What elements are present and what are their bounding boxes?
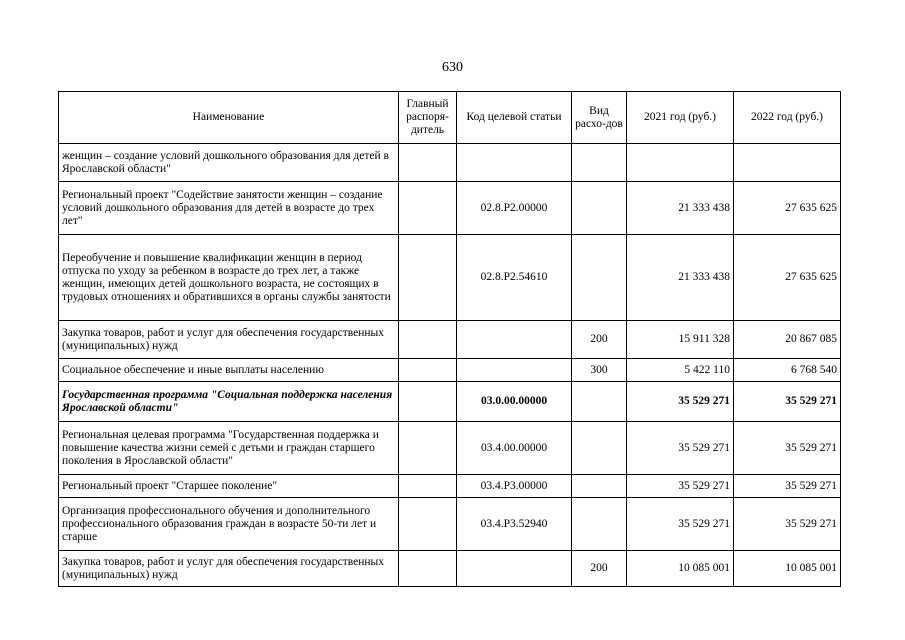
- cell-code: 03.4.P3.52940: [457, 498, 572, 551]
- cell-type: 300: [572, 359, 627, 382]
- table-row: [59, 144, 841, 182]
- cell-type: [572, 382, 627, 422]
- cell-admin: [399, 382, 457, 422]
- cell-2021: 35 529 271: [627, 382, 734, 422]
- table-row: [59, 235, 841, 321]
- cell-type: [572, 422, 627, 475]
- cell-2022: 35 529 271: [734, 498, 841, 551]
- cell-admin: [399, 359, 457, 382]
- budget-table: [58, 91, 841, 587]
- cell-code: [457, 551, 572, 587]
- table-row: [59, 498, 841, 551]
- cell-name: женщин – создание условий дошкольного образования для детей в Ярославской области": [59, 144, 399, 182]
- cell-admin: [399, 498, 457, 551]
- cell-code: 02.8.P2.00000: [457, 182, 572, 235]
- cell-2022: 27 635 625: [734, 235, 841, 321]
- cell-2021: 10 085 001: [627, 551, 734, 587]
- header-2021: 2021 год (руб.): [627, 92, 734, 144]
- cell-2022: 27 635 625: [734, 182, 841, 235]
- header-code: Код целевой статьи: [457, 92, 572, 144]
- cell-name: Социальное обеспечение и иные выплаты населению: [59, 359, 399, 382]
- cell-code: 02.8.P2.54610: [457, 235, 572, 321]
- cell-name: Организация профессионального обучения и дополнительного профессионального образования граждан в возрасте 50-ти лет и старше: [59, 498, 399, 551]
- cell-2022: 35 529 271: [734, 422, 841, 475]
- header-type: Вид расхо-дов: [572, 92, 627, 144]
- cell-2021: 35 529 271: [627, 475, 734, 498]
- cell-2021: 5 422 110: [627, 359, 734, 382]
- cell-code: 03.0.00.00000: [457, 382, 572, 422]
- cell-2021: 35 529 271: [627, 422, 734, 475]
- header-admin: Главный распоря-дитель: [399, 92, 457, 144]
- cell-type: 200: [572, 321, 627, 359]
- cell-name: Закупка товаров, работ и услуг для обеспечения государственных (муниципальных) нужд: [59, 551, 399, 587]
- cell-name: Региональный проект "Старшее поколение": [59, 475, 399, 498]
- cell-type: [572, 182, 627, 235]
- table-row: [59, 382, 841, 422]
- table-row: [59, 182, 841, 235]
- cell-type: [572, 475, 627, 498]
- cell-code: [457, 144, 572, 182]
- cell-2022: 35 529 271: [734, 382, 841, 422]
- cell-name: Региональная целевая программа "Государственная поддержка и повышение качества жизни семей с детьми и граждан старшего поколения в Ярославской области": [59, 422, 399, 475]
- cell-name: Государственная программа "Социальная поддержка населения Ярославской области": [59, 382, 399, 422]
- cell-2021: 15 911 328: [627, 321, 734, 359]
- table-row: [59, 422, 841, 475]
- cell-name: Переобучение и повышение квалификации женщин в период отпуска по уходу за ребенком в возрасте до трех лет, а также женщин, имеющих детей дошкольного возраста, не состоящих в трудовых отношениях и обратившихся в органы службы занятости: [59, 235, 399, 321]
- cell-name: Региональный проект "Содействие занятости женщин – создание условий дошкольного образования для детей в возрасте до трех лет": [59, 182, 399, 235]
- cell-admin: [399, 321, 457, 359]
- cell-2022: [734, 144, 841, 182]
- cell-name: Закупка товаров, работ и услуг для обеспечения государственных (муниципальных) нужд: [59, 321, 399, 359]
- header-2022: 2022 год (руб.): [734, 92, 841, 144]
- cell-2022: 10 085 001: [734, 551, 841, 587]
- cell-2021: 21 333 438: [627, 235, 734, 321]
- cell-admin: [399, 475, 457, 498]
- cell-code: [457, 359, 572, 382]
- table-row: [59, 359, 841, 382]
- cell-type: [572, 235, 627, 321]
- table-row: [59, 551, 841, 587]
- cell-2022: 35 529 271: [734, 475, 841, 498]
- cell-code: [457, 321, 572, 359]
- cell-2021: 21 333 438: [627, 182, 734, 235]
- cell-code: 03.4.P3.00000: [457, 475, 572, 498]
- cell-type: 200: [572, 551, 627, 587]
- cell-admin: [399, 422, 457, 475]
- table-row: [59, 475, 841, 498]
- header-name: Наименование: [59, 92, 399, 144]
- cell-type: [572, 498, 627, 551]
- cell-code: 03.4.00.00000: [457, 422, 572, 475]
- cell-admin: [399, 182, 457, 235]
- cell-admin: [399, 551, 457, 587]
- table-body: [59, 144, 841, 587]
- cell-2021: 35 529 271: [627, 498, 734, 551]
- page-number: 630: [442, 60, 463, 75]
- table-row: [59, 321, 841, 359]
- cell-admin: [399, 144, 457, 182]
- table-header-row: [59, 92, 841, 144]
- cell-2021: [627, 144, 734, 182]
- cell-2022: 20 867 085: [734, 321, 841, 359]
- cell-type: [572, 144, 627, 182]
- cell-2022: 6 768 540: [734, 359, 841, 382]
- cell-admin: [399, 235, 457, 321]
